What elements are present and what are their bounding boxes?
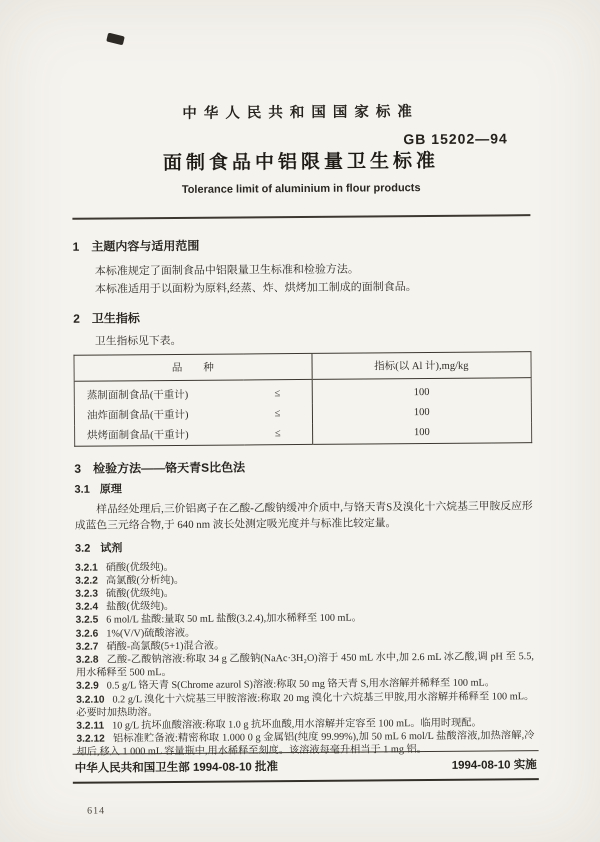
- principle-paragraph: 样品经处理后,三价铝离子在乙酸-乙酸钠缓冲介质中,与铬天青S及溴化十六烷基三甲胺反应形成蓝色三元络合物,于 640 nm 波长处测定吸光度并与标准比较定量。: [74, 499, 533, 532]
- section-3-heading: [74, 458, 532, 477]
- clause-text: 高氯酸(分析纯)。: [105, 574, 185, 587]
- reagent-clause: [76, 690, 534, 720]
- limits-table: [73, 351, 532, 446]
- reagent-list: [75, 558, 535, 760]
- operator-cell: ≤: [274, 388, 281, 400]
- section-1-heading: [73, 236, 531, 255]
- table-row: [75, 422, 532, 446]
- reagent-clause: [76, 650, 534, 680]
- standard-number: GB 15202—94: [403, 130, 508, 148]
- subsection-3-1-heading: [74, 480, 532, 497]
- document-title: 面制食品中铝限量卫生标准: [162, 150, 440, 175]
- clause-text: 0.2 g/L 溴化十六烷基三甲胺溶液:称取 20 mg 溴化十六烷基三甲胺,用水溶解并稀释至 100 mL。必要时加热助溶。: [76, 690, 535, 719]
- section-2-title: 卫生指标: [91, 311, 140, 326]
- limits-table-head: [74, 352, 531, 382]
- subsection-3-1-number: 3.1: [74, 483, 90, 496]
- clause-text: 硝酸-高氯酸(5+1)混合液。: [106, 640, 225, 653]
- clause-text: 10 g/L 抗坏血酸溶液:称取 1.0 g 抗坏血酸,用水溶解并定容至 100 mL。临用时现配。: [112, 717, 482, 732]
- section-2-heading: [73, 308, 531, 327]
- product-name-cell: 蒸制面制食品(干重计): [86, 389, 189, 402]
- limit-value-cell: 100: [312, 378, 532, 404]
- limit-value-cell: 100: [312, 402, 532, 424]
- section-1-number: 1: [72, 239, 80, 254]
- operator-cell: ≤: [274, 428, 281, 440]
- implementation-date: 1994-08-10 实施: [451, 759, 537, 772]
- page-number: 614: [87, 805, 106, 817]
- limits-table-header-row: [74, 352, 531, 382]
- table-header-product: 品 种: [74, 353, 312, 381]
- document-title-english: Tolerance limit of aluminium in flour products: [181, 182, 421, 196]
- clause-number: 3.2.6: [75, 628, 99, 640]
- footer-text-line: [73, 751, 539, 782]
- subsection-3-2-heading: [75, 539, 533, 556]
- product-name-cell: 烘烤面制食品(干重计): [87, 429, 189, 442]
- clause-number: 3.2.5: [75, 614, 99, 627]
- subsection-3-2-number: 3.2: [74, 542, 91, 555]
- table-row: [74, 378, 531, 406]
- clause-number: 3.2.1: [75, 562, 98, 574]
- clause-text: 硫酸(优级纯)。: [105, 587, 174, 600]
- product-name-cell: 油炸面制食品(干重计): [86, 409, 189, 422]
- approval-footer: [73, 750, 539, 784]
- section-1-paragraph-2: 本标准适用于以面粉为原料,经蒸、炸、烘烤加工制成的面制食品。: [94, 281, 417, 296]
- section-2-number: 2: [73, 311, 80, 326]
- clause-number: 3.2.9: [76, 680, 99, 693]
- clause-number: 3.2.10: [76, 694, 105, 706]
- approval-statement: 中华人民共和国卫生部 1994-08-10 批准: [74, 761, 278, 775]
- limit-value-cell: 100: [312, 422, 532, 444]
- subsection-3-1-title: 原理: [99, 482, 122, 496]
- section-1-title: 主题内容与适用范围: [91, 238, 200, 254]
- clause-number: 3.2.7: [75, 641, 99, 653]
- standard-org-title: 中华人民共和国国家标准: [182, 104, 419, 122]
- clause-number: 3.2.8: [75, 654, 99, 666]
- operator-cell: ≤: [274, 408, 281, 420]
- clause-text: 1%(V/V)硫酸溶液。: [106, 627, 196, 640]
- clause-text: 乙酸-乙酸钠溶液:称取 34 g 乙酸钠(NaAc·3H₂O)溶于 450 mL 水中,加 2.6 mL 冰乙酸,调 pH 至 5.5,用水稀释至 500 mL。: [75, 651, 534, 679]
- clause-text: 6 mol/L 盐酸:量取 50 mL 盐酸(3.2.4),加水稀释至 100 mL。: [106, 612, 362, 626]
- limits-table-body: [74, 378, 531, 446]
- section-1-paragraph-1: 本标准规定了面制食品中铝限量卫生标准和检验方法。: [94, 263, 359, 278]
- clause-text: 铝标准贮备液:精密称取 1.000 0 g 金属铝(纯度 99.99%),加 50 mL 6 mol/L 盐酸溶液,加热溶解,冷却后,移入 1 000 mL 容量瓶中,用水稀释至刻度。该溶液每毫升相当于 1 mg 铝。: [76, 730, 535, 759]
- clause-text: 0.5 g/L 铬天青 S(Chrome azurol S)溶液:称取 50 mg 铬天青 S,用水溶解并稀释至 100 mL。: [106, 677, 495, 692]
- clause-text: 盐酸(优级纯)。: [106, 601, 175, 613]
- subsection-3-2-title: 试剂: [100, 541, 123, 555]
- table-header-limit: 指标(以 Al 计),mg/kg: [312, 352, 532, 380]
- section-2-lead-paragraph: 卫生指标见下表。: [94, 334, 182, 348]
- clause-number: 3.2.2: [75, 575, 98, 587]
- clause-number: 3.2.12: [76, 733, 105, 745]
- header-divider: [72, 214, 530, 220]
- section-3-title: 检验方法——铬天青S比色法: [92, 459, 246, 476]
- clause-number: 3.2.3: [75, 588, 99, 600]
- clause-number: 3.2.11: [76, 720, 105, 732]
- section-3-number: 3: [74, 461, 82, 476]
- clause-text: 硝酸(优级纯)。: [105, 561, 174, 574]
- clause-number: 3.2.4: [75, 601, 99, 613]
